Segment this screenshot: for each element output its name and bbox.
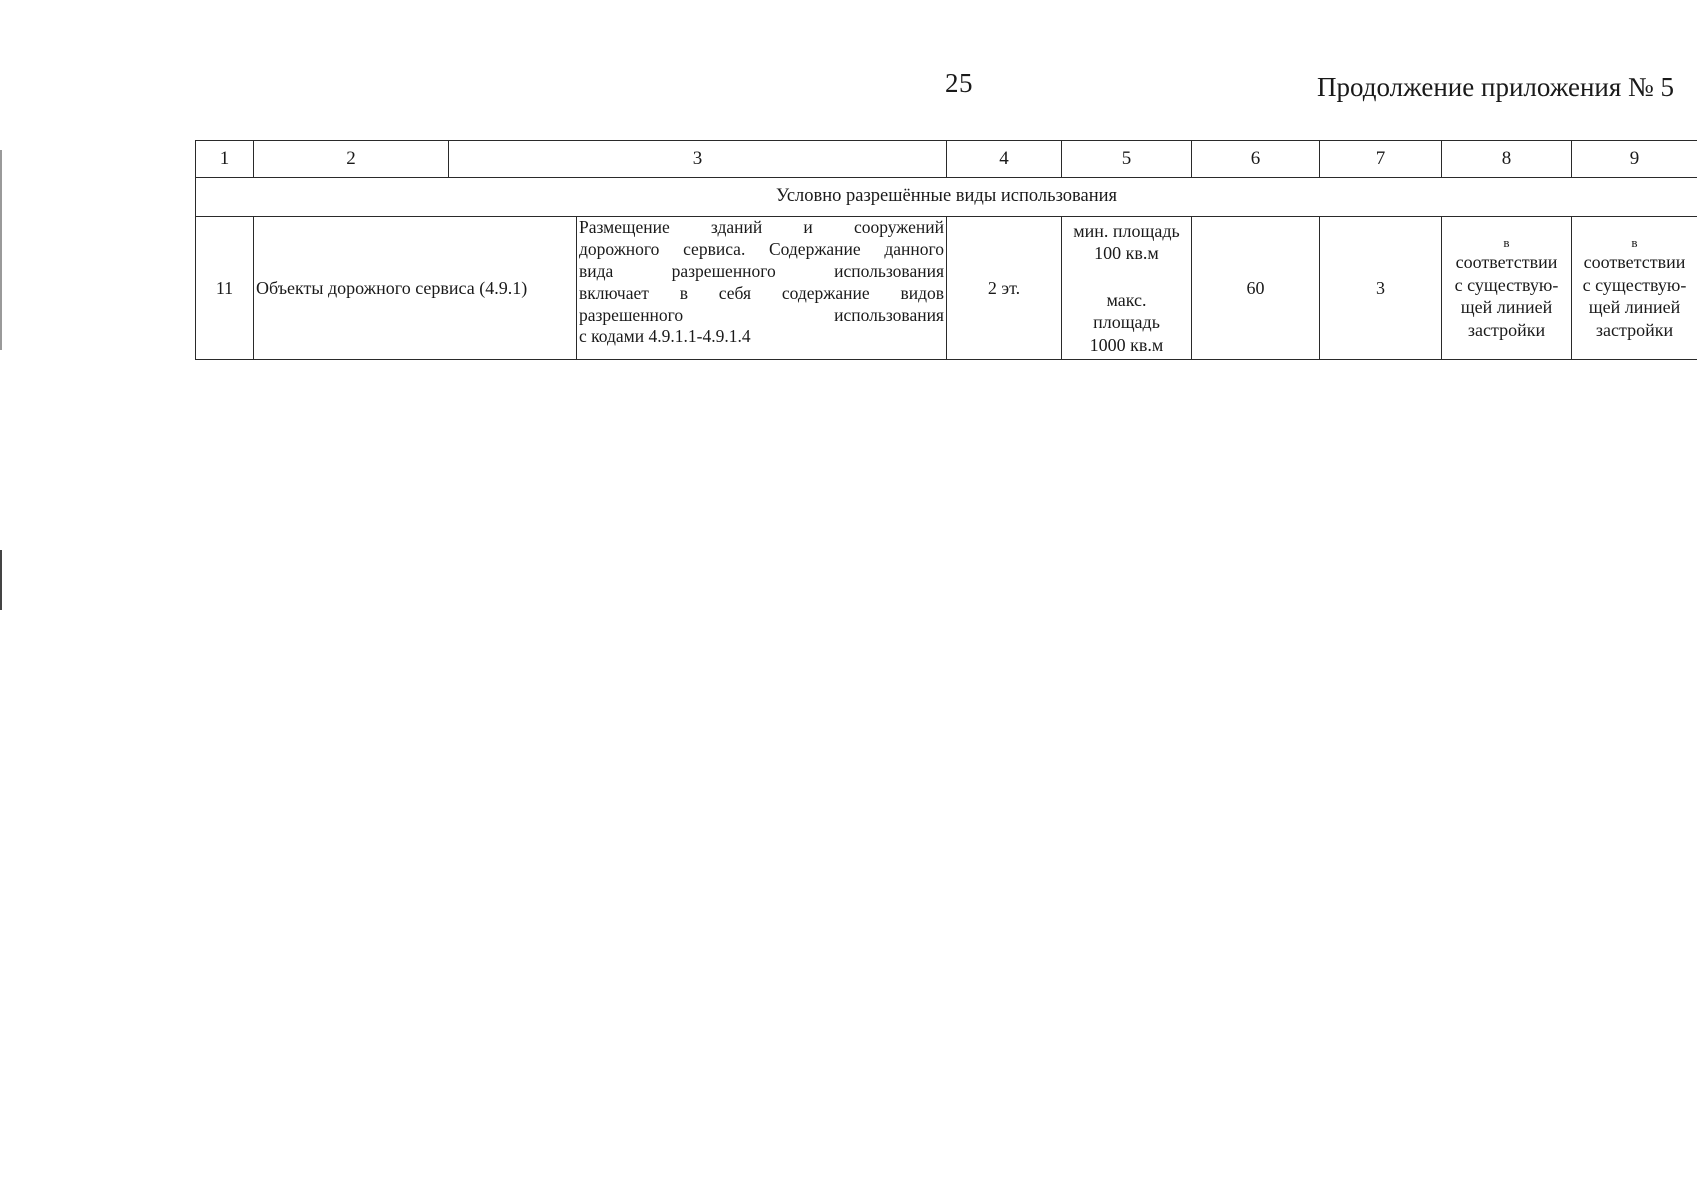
area-min-line: мин. площадь xyxy=(1073,220,1180,241)
building-line-text: застройки xyxy=(1595,319,1674,340)
appendix-label: Продолжение приложения № 5 xyxy=(1317,72,1675,102)
building-line-text: в xyxy=(1631,234,1638,250)
setback-value: 3 xyxy=(1320,217,1442,360)
column-number: 1 xyxy=(196,141,254,178)
use-type-name: Объекты дорожного сервиса (4.9.1) xyxy=(254,217,577,360)
description-line: вида разрешенного использования xyxy=(579,260,944,281)
column-number: 4 xyxy=(947,141,1062,178)
building-line-text: застройки xyxy=(1467,319,1546,340)
column-number: 2 xyxy=(254,141,449,178)
use-type-description xyxy=(577,217,947,360)
building-line-text: соответствии xyxy=(1455,252,1558,273)
building-line-value xyxy=(1442,217,1572,360)
description-line: дорожного сервиса. Содержание данного xyxy=(579,238,944,259)
scan-edge-mark xyxy=(0,550,2,610)
section-title: Условно разрешённые виды использования xyxy=(196,178,1697,217)
column-number: 5 xyxy=(1062,141,1192,178)
building-line-value xyxy=(1572,217,1697,360)
row-number: 11 xyxy=(196,217,254,360)
coverage-percent-value: 60 xyxy=(1192,217,1320,360)
column-number: 6 xyxy=(1192,141,1320,178)
page-number: 25 xyxy=(945,68,973,98)
area-max-line: 1000 кв.м xyxy=(1089,334,1164,355)
description-line: Размещение зданий и сооружений xyxy=(579,217,944,237)
area-max-line: макс. xyxy=(1106,289,1147,310)
building-line-text: соответствии xyxy=(1583,252,1686,273)
area-min-line: 100 кв.м xyxy=(1094,243,1159,264)
building-line-text: с существую- xyxy=(1454,274,1559,295)
column-number: 8 xyxy=(1442,141,1572,178)
column-number-row xyxy=(196,141,1697,178)
column-number: 7 xyxy=(1320,141,1442,178)
floors-value: 2 эт. xyxy=(947,217,1062,360)
table-row xyxy=(196,217,1697,360)
column-number: 3 xyxy=(449,141,947,178)
plot-area-value xyxy=(1062,217,1192,360)
description-line: разрешенного использования xyxy=(579,304,944,325)
building-line-text: с существую- xyxy=(1582,274,1687,295)
zoning-table xyxy=(195,140,1697,360)
section-row xyxy=(196,178,1697,217)
column-number: 9 xyxy=(1572,141,1697,178)
description-line: включает в себя содержание видов xyxy=(579,282,944,303)
description-line: с кодами 4.9.1.1-4.9.1.4 xyxy=(579,326,751,347)
scan-edge-mark xyxy=(0,150,2,350)
building-line-text: щей линией xyxy=(1588,297,1681,318)
area-max-line: площадь xyxy=(1093,312,1160,333)
building-line-text: в xyxy=(1503,234,1510,250)
building-line-text: щей линией xyxy=(1460,297,1553,318)
